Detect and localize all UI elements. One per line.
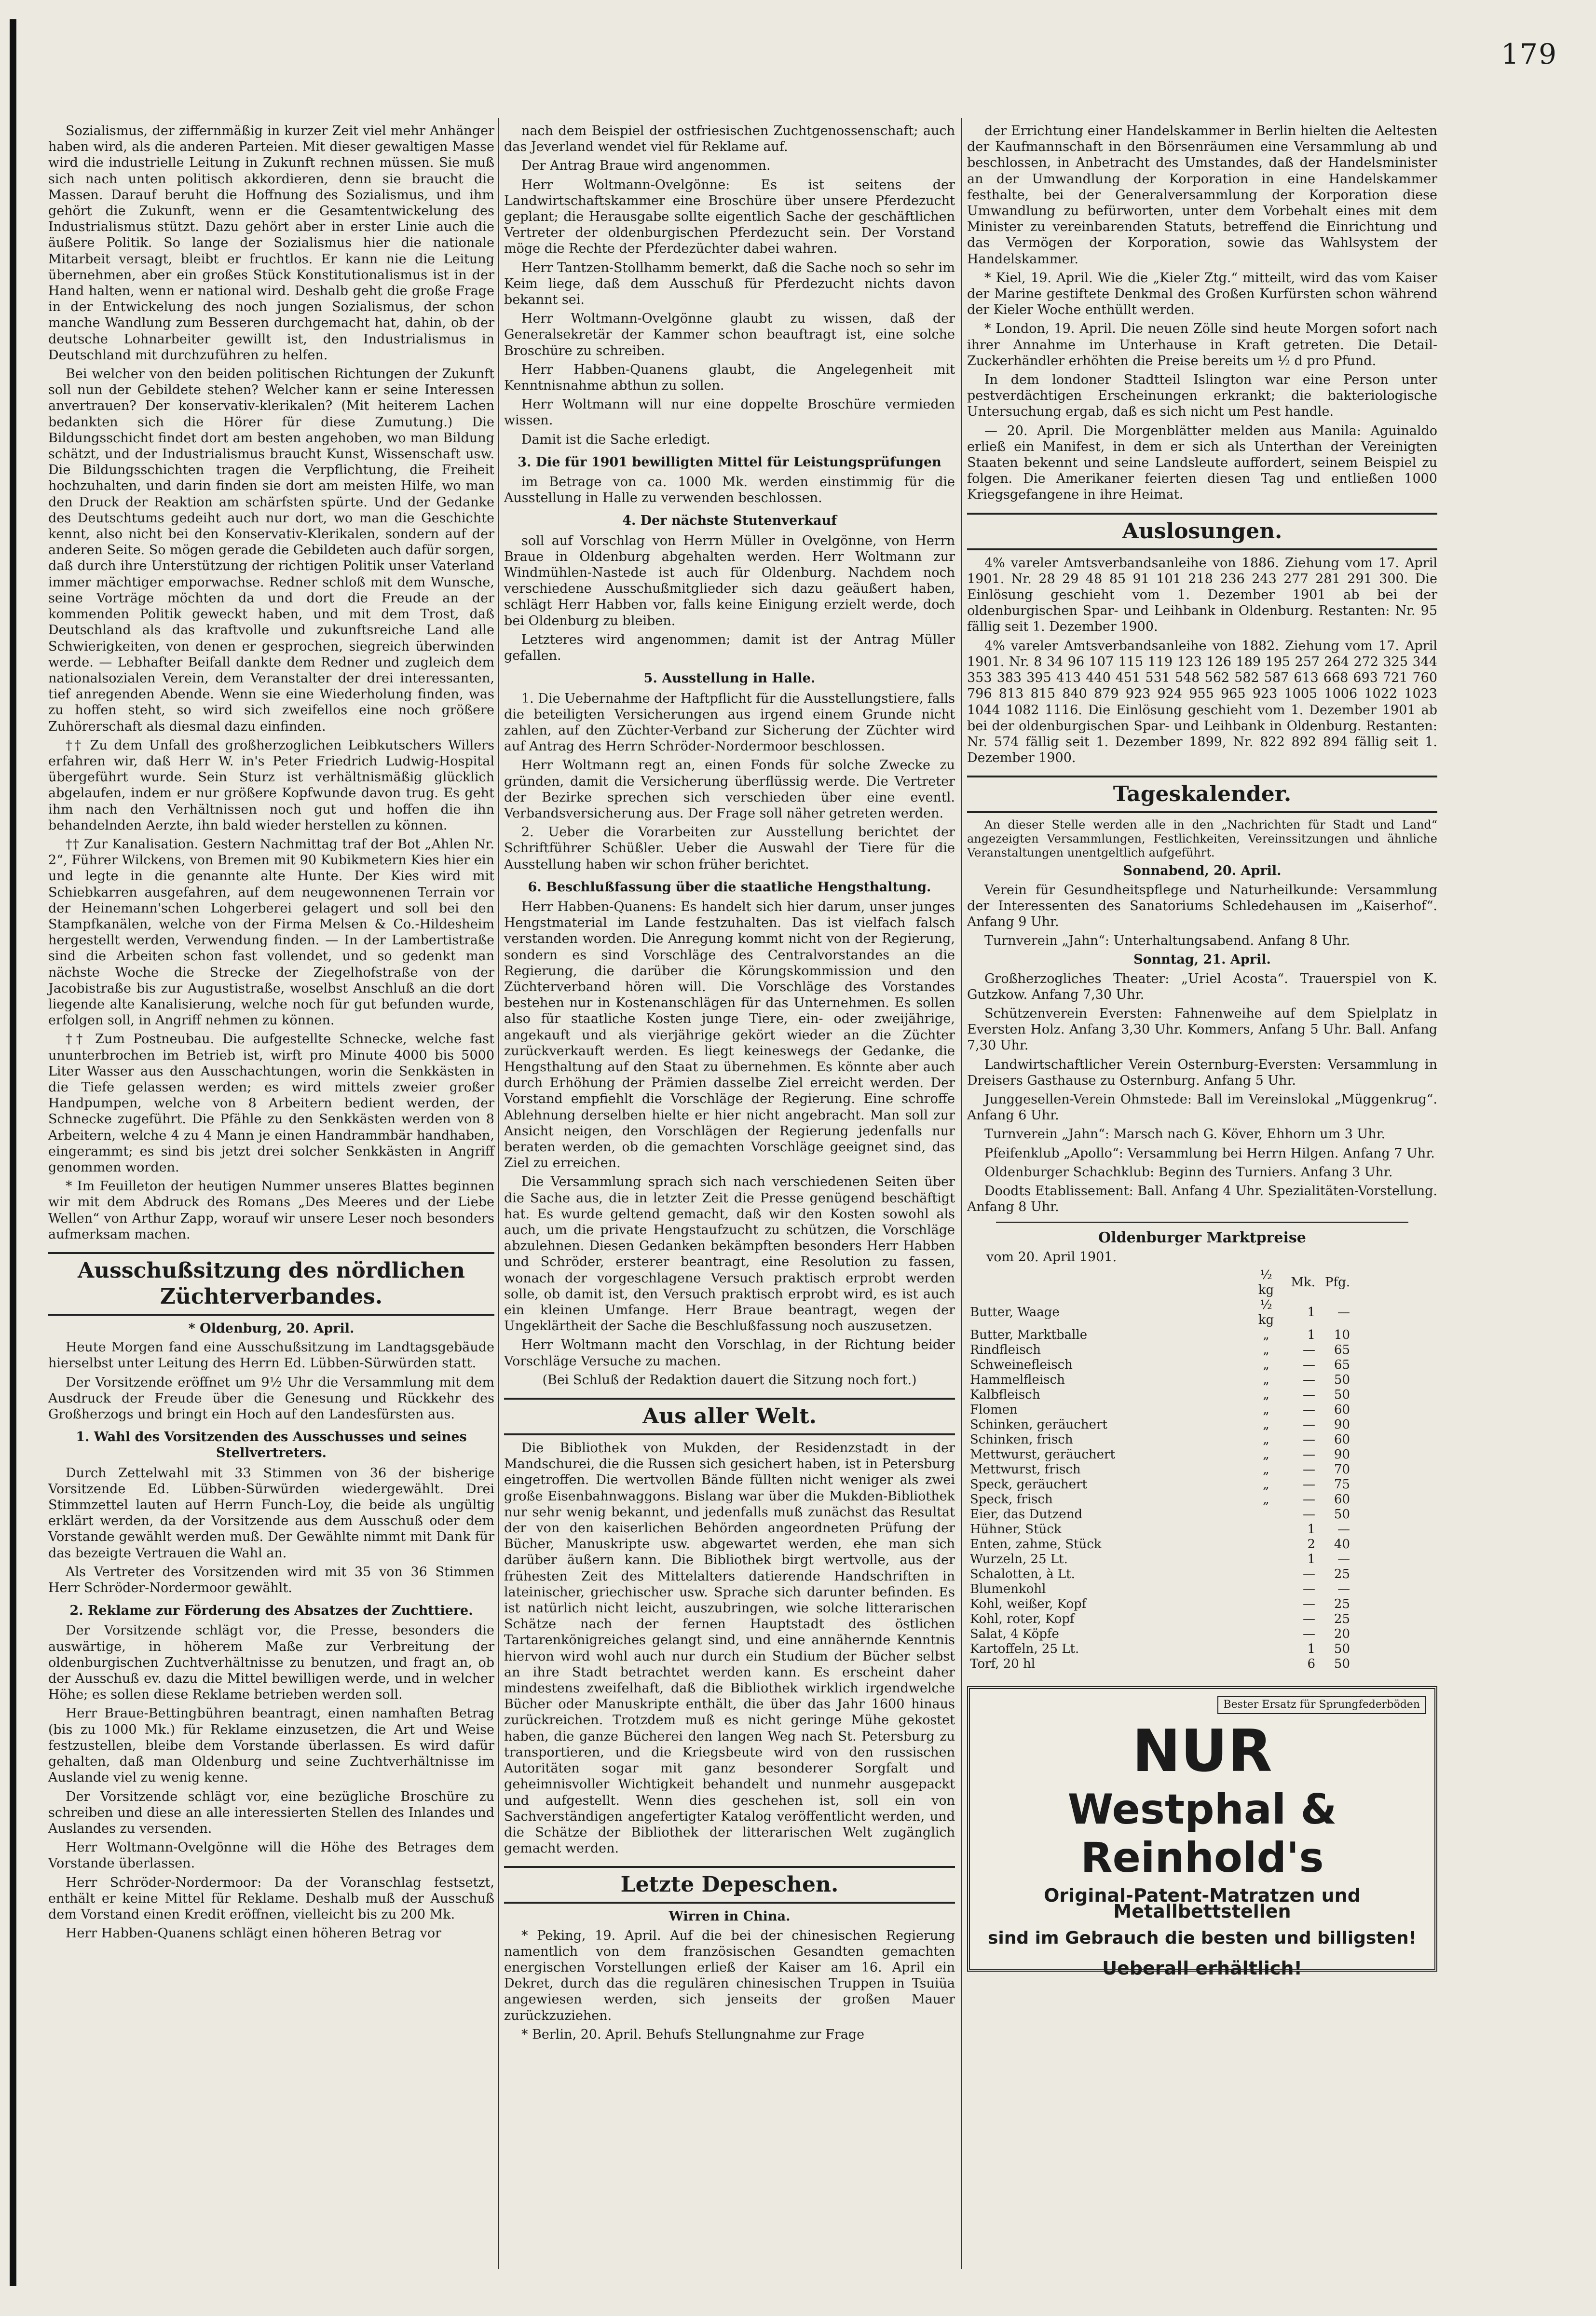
price-item: Torf, 20 hl bbox=[970, 1656, 1036, 1671]
price-item: Kalbfleisch bbox=[970, 1387, 1040, 1402]
calendar-day: Sonntag, 21. April. bbox=[1133, 952, 1271, 967]
article-paragraph: Die Versammlung sprach sich nach verschiedenen Seiten über die Sache aus, die in letzter Zeit die Presse genügend beschäftigt hat. Es wurde geltend gemacht, daß wir den Kosten sowohl als auch, um die private Hengstaufzucht zu schützen, die Vorschläge abzulehnen. Diesen Gedanken bekämpften besonders Herr Habben und Schröder, ersterer beantragt, eine Resolution zu fassen, wonach der vorgeschlagene Versuch praktisch erprobt werden solle, ob damit ist, den Versuch praktisch erprobt wird, es ist auch ein kleinen Umfange. Herr Braue beantragt, wegen der Ungeklärtheit der Sache die Beschlußfassung noch auszusetzen. bbox=[504, 1174, 955, 1334]
price-item: Eier, das Dutzend bbox=[970, 1507, 1083, 1522]
price-value: „ bbox=[1263, 1327, 1269, 1342]
price-value: „ bbox=[1263, 1372, 1269, 1387]
lottery-list: 4% vareler Amtsverbandsanleihe von 1882. Ziehung vom 17. April 1901. Nr. 8 34 96 107 115 119 123 126 189 195 257 264 272 325 344 353 383 395 413 440 451 531 548 562 582 587 613 668 693 721 760 796 813 815 840 879 923 924 955 965 923 1005 1006 1022 1023 1044 1082 1116. Die Einlösung geschieht vom 1. Dezember 1901 ab bei der oldenburgischen Spar- und Leihbank in Oldenburg. Restanten: Nr. 574 fällig seit 1. Dezember 1899, Nr. 822 892 894 fällig seit 1. Dezember 1900. bbox=[967, 638, 1437, 766]
price-value: 75 bbox=[1334, 1477, 1350, 1492]
section-heading: Ausschußsitzung des nördlichen Züchterverbandes. bbox=[48, 1252, 494, 1316]
market-prices-date: vom 20. April 1901. bbox=[986, 1249, 1117, 1265]
price-value: 40 bbox=[1334, 1537, 1350, 1552]
table-row bbox=[967, 1597, 1353, 1612]
price-value: 50 bbox=[1334, 1507, 1350, 1522]
price-item: Blumenkohl bbox=[970, 1581, 1046, 1596]
price-value: — bbox=[1303, 1596, 1315, 1611]
table-row bbox=[967, 1462, 1353, 1477]
article-paragraph: 1. Die Uebernahme der Haftpflicht für die Ausstellungstiere, falls die beteiligten Versicherungen aus irgend einem Grunde nicht zahlen, auf den Züchter-Verband zur Sicherung der Züchter wird auf Antrag des Herrn Schröder-Nordermoor beschlossen. bbox=[504, 691, 955, 754]
table-row bbox=[967, 1328, 1353, 1343]
ad-product: Original-Patent-Matratzen und Metallbettstellen bbox=[1044, 1884, 1361, 1922]
price-header-cell: Pfg. bbox=[1324, 1275, 1350, 1290]
article-paragraph: Der Antrag Braue wird angenommen. bbox=[521, 158, 771, 174]
price-item: Kartoffeln, 25 Lt. bbox=[970, 1641, 1079, 1656]
news-item: * Kiel, 19. April. Wie die „Kieler Ztg.“ mitteilt, wird das vom Kaiser der Marine gestiftete Denkmal des Großen Kurfürsten schon während der Kieler Woche enthüllt werden. bbox=[967, 270, 1437, 318]
calendar-entry: Turnverein „Jahn“: Marsch nach G. Köver, Ehhorn um 3 Uhr. bbox=[984, 1127, 1386, 1142]
subheading: Wirren in China. bbox=[668, 1909, 791, 1924]
article-paragraph: Herr Woltmann regt an, einen Fonds für solche Zwecke zu gründen, damit die Versicherung überflüssig werde. Die Vertreter der Bezirke sprechen sich verschieden über eine eventl. Verbandsversicherung aus. Der Frage soll näher getreten werden. bbox=[504, 758, 955, 821]
article-paragraph: Herr Braue-Bettingbühren beantragt, einen namhaften Betrag (bis zu 1000 Mk.) für Reklame einzusetzen, die Art und Weise festzustellen, bleibe dem Vorstande überlassen. Es wird dafür gehalten, daß man Oldenburg und seine Zuchtverhältnisse im Auslande viel zu wenig kenne. bbox=[48, 1706, 494, 1785]
article-paragraph: Herr Tantzen-Stollhamm bemerkt, daß die Sache noch so sehr im Keim liege, daß dem Ausschuß für Pferdezucht nichts davon bekannt sei. bbox=[504, 260, 955, 308]
price-value: — bbox=[1303, 1402, 1315, 1417]
article-paragraph: Der Vorsitzende eröffnet um 9½ Uhr die Versammlung mit dem Ausdruck der Freude über die Genesung und Rückkehr des Großherzogs und bringt ein Hoch auf den Landesfürsten aus. bbox=[48, 1375, 494, 1422]
price-item: Speck, frisch bbox=[970, 1492, 1053, 1507]
agenda-heading: 3. Die für 1901 bewilligten Mittel für Leistungsprüfungen bbox=[518, 454, 941, 470]
news-item: In dem londoner Stadtteil Islington war eine Person unter pestverdächtigen Erscheinungen erkrankt; die bakteriologische Untersuchung ergab, daß es sich nicht um Pest handle. bbox=[967, 372, 1437, 420]
price-value: — bbox=[1303, 1492, 1315, 1507]
column-3 bbox=[967, 123, 1437, 1979]
calendar-entry: Großherzogliches Theater: „Uriel Acosta“. Trauerspiel von K. Gutzkow. Anfang 7,30 Uhr. bbox=[967, 971, 1437, 1002]
price-value bbox=[1249, 1522, 1283, 1537]
page-edge bbox=[10, 19, 16, 2286]
price-value bbox=[1249, 1552, 1283, 1567]
section-heading: Letzte Depeschen. bbox=[504, 1866, 955, 1904]
news-item: * London, 19. April. Die neuen Zölle sind heute Morgen sofort nach ihrer Annahme im Unterhause in Kraft getreten. Die Detail-Zuckerhändler erhöhten die Preise bereits um ½ d pro Pfund. bbox=[967, 321, 1437, 368]
price-value: — bbox=[1303, 1611, 1315, 1626]
price-value bbox=[1249, 1612, 1283, 1627]
price-value: 90 bbox=[1334, 1417, 1350, 1432]
price-value: — bbox=[1303, 1357, 1315, 1372]
section-heading: Aus aller Welt. bbox=[504, 1398, 955, 1435]
table-row bbox=[967, 1388, 1353, 1403]
news-item: * Im Feuilleton der heutigen Nummer unseres Blattes beginnen wir mit dem Abdruck des Romans „Des Meeres und der Liebe Wellen“ von Arthur Zapp, worauf wir unsere Leser noch besonders aufmerksam machen. bbox=[48, 1179, 494, 1242]
price-value: 1 bbox=[1307, 1522, 1315, 1537]
calendar-entry: Landwirtschaftlicher Verein Osternburg-Eversten: Versammlung in Dreisers Gasthause zu Osternburg. Anfang 5 Uhr. bbox=[967, 1057, 1437, 1088]
article-paragraph: Sozialismus, der ziffernmäßig in kurzer Zeit viel mehr Anhänger haben wird, als die anderen Parteien. Mit dieser gewaltigen Masse wird die industrielle Leitung in Zukunft rechnen müssen. Sie muß sich nach unten politisch akkordieren, denn sie braucht die Massen. Darauf beruht die Hoffnung des Sozialismus, und ihm gehört die Zukunft, wenn er die Gesamtentwickelung des Industrialismus stützt. Dazu gehört aber in erster Linie auch die äußere Politik. So lange der Sozialismus hier die nationale Mitarbeit versagt, bleibt er fruchtlos. Er kann nie die Leitung übernehmen, aber ein großes Stück Konstitutionalismus ist in der Hand halten, wenn er national wird. Deshalb geht die große Frage in der Entwickelung des noch jungen Sozialismus, der schon manche Wandlung zum Besseren durchgemacht hat, dahin, ob der deutsche Lohnarbeiter gewillt ist, den Industrialismus in Deutschland mit durchzuführen zu helfen. bbox=[48, 123, 494, 363]
table-row bbox=[967, 1642, 1353, 1657]
price-item: Butter, Waage bbox=[970, 1305, 1060, 1320]
section-heading: Tageskalender. bbox=[967, 776, 1437, 813]
price-value: 1 bbox=[1307, 1641, 1315, 1656]
article-paragraph: Der Vorsitzende schlägt vor, die Presse, besonders die auswärtige, in höherem Maße zur Verbreitung der oldenburgischen Zuchtverhältnisse zu benutzen, und fragt an, ob der Ausschuß ev. dazu die Mittel bewilligen werde, und in welcher Höhe; es sollen diese Reklame betrieben werden soll. bbox=[48, 1623, 494, 1703]
article-paragraph: im Betrage von ca. 1000 Mk. werden einstimmig für die Ausstellung in Halle zu verwenden beschlossen. bbox=[504, 475, 955, 506]
article-paragraph: Herr Schröder-Nordermoor: Da der Voranschlag festsetzt, enthält er keine Mittel für Reklame. Deshalb muß der Ausschuß dem Vorstand einen Kredit eröffnen, vielleicht bis zu 200 Mk. bbox=[48, 1875, 494, 1922]
price-value: „ bbox=[1263, 1387, 1269, 1402]
article-paragraph: Bei welcher von den beiden politischen Richtungen der Zukunft soll nun der Gebildete stehen? Welcher kann er seine Interessen anvertrauen? Der konservativ-klerikalen? (Mit heiterem Lachen bedankten sich die Hörer für diese Zumutung.) Die Bildungsschicht findet dort am besten angehoben, wo man Bildung schätzt, und der Industrialismus braucht Kunst, Wissenschaft usw. Die Bildungsschichten tragen die Verpflichtung, die Freiheit hochzuhalten, und darin finden sie dort am meisten Hilfe, wo man den Druck der Reaktion am schärfsten spürte. Und der Gedanke des Deutschtums gedeiht auch nur dort, wo man die Geschichte kennt, also nicht bei den Konservativ-Klerikalen, sondern auf der anderen Seite. So mögen gerade die Gebildeten auch dafür sorgen, daß durch ihre Unterstützung der richtigen Politik unser Vaterland immer mächtiger emporwachse. Redner schloß mit dem Wunsche, seine Vorträge möchten da und dort die Freude an der kommenden Politik geweckt haben, und mit dem Trost, daß Deutschland als das kraftvolle und zukunftsreiche Land alle Schwierigkeiten, von denen er gesprochen, siegreich überwinden werde. — Lebhafter Beifall dankte dem Redner und zugleich dem nationalsozialen Verein, dem Veranstalter der drei interessanten, tief anregenden Abende. Wenn sie eine Wiederholung finden, was zu hoffen steht, so wird sich zweifellos eine noch größere Zuhörerschaft als diesmal dazu einfinden. bbox=[48, 367, 494, 734]
article-paragraph: Herr Woltmann-Ovelgönne will die Höhe des Betrages dem Vorstande überlassen. bbox=[48, 1840, 494, 1871]
article-paragraph: Herr Woltmann will nur eine doppelte Broschüre vermieden wissen. bbox=[504, 397, 955, 428]
price-item: Schinken, frisch bbox=[970, 1432, 1073, 1447]
price-value: „ bbox=[1263, 1417, 1269, 1432]
price-value bbox=[1249, 1597, 1283, 1612]
price-item: Mettwurst, frisch bbox=[970, 1462, 1081, 1477]
table-row bbox=[967, 1567, 1353, 1582]
table-row bbox=[967, 1373, 1353, 1388]
article-paragraph: der Errichtung einer Handelskammer in Berlin hielten die Aeltesten der Kaufmannschaft in den Börsenräumen eine Versammlung ab und beschlossen, in Anbetracht des Umstandes, daß der Handelsminister an der Umwandlung der Korporation in eine Handelskammer festhalte, bei der Generalversammlung der Korporation diese Umwandlung zu befürworten, unter dem Vorbehalt eines mit dem Minister zu vereinbarenden Statuts, betreffend die Einrichtung und das Vermögen der Korporation, sowie das Wahlsystem der Handelskammer. bbox=[967, 123, 1437, 267]
price-value: — bbox=[1303, 1342, 1315, 1357]
table-row bbox=[967, 1477, 1353, 1492]
calendar-entry: Junggesellen-Verein Ohmstede: Ball im Vereinslokal „Müggenkrug“. Anfang 6 Uhr. bbox=[967, 1091, 1437, 1123]
table-row bbox=[967, 1582, 1353, 1597]
table-row bbox=[967, 1492, 1353, 1507]
price-value: — bbox=[1303, 1432, 1315, 1447]
calendar-entry: Verein für Gesundheitspflege und Naturheilkunde: Versammlung der Interessenten des Sanatoriums Schledehausen im „Kaiserhof“. Anfang 9 Uhr. bbox=[967, 882, 1437, 929]
table-row bbox=[967, 1552, 1353, 1567]
price-value: — bbox=[1303, 1462, 1315, 1477]
table-row bbox=[967, 1447, 1353, 1462]
table-row bbox=[967, 1417, 1353, 1432]
news-item: †† Zum Postneubau. Die aufgestellte Schnecke, welche fast ununterbrochen im Betrieb ist, wirft pro Minute 4000 bis 5000 Liter Wasser aus den Ausschachtungen, worin die Senkkästen in die Tiefe gelassen werden; es wird mittels zweier großer Handpumpen, welche von 8 Arbeitern bedient werden, der Schnecke zugeführt. Die Pfähle zu den Senkkästen werden von 8 Arbeitern, welche 4 zu 4 Mann je einen Handrammbär handhaben, eingerammt; es sind bis jetzt drei solcher Senkkästen in Angriff genommen worden. bbox=[48, 1032, 494, 1175]
price-item: Kohl, weißer, Kopf bbox=[970, 1596, 1087, 1611]
article-paragraph: Herr Woltmann-Ovelgönne: Es ist seitens der Landwirtschaftskammer eine Broschüre über unsere Pferdezucht geplant; die Herausgabe sollte eigentlich Sache der geschäftlichen Vertreter der oldenburgischen Pferdezucht sein. Der Vorstand möge die Rechte der Pferdezüchter dabei wahren. bbox=[504, 177, 955, 257]
price-value: 60 bbox=[1334, 1492, 1350, 1507]
price-value: — bbox=[1337, 1305, 1350, 1320]
news-item: — 20. April. Die Morgenblätter melden aus Manila: Aguinaldo erließ ein Manifest, in dem er sich als Unterthan der Vereinigten Staaten bekennt und seine Landsleute auffordert, seinem Beispiel zu folgen. Die Amerikaner feierten diesen Tag und entließen 1000 Kriegsgefangene in ihre Heimat. bbox=[967, 423, 1437, 503]
table-row bbox=[967, 1358, 1353, 1373]
price-value: „ bbox=[1263, 1402, 1269, 1417]
table-row bbox=[967, 1432, 1353, 1447]
ad-brand: Westphal & Reinhold's bbox=[1067, 1785, 1337, 1882]
calendar-entry: Schützenverein Eversten: Fahnenweihe auf dem Spielplatz in Eversten Holz. Anfang 3,30 Uhr. Kommers, Anfang 5 Uhr. Ball. Anfang 7,30 Uhr. bbox=[967, 1006, 1437, 1053]
price-item: Schweinefleisch bbox=[970, 1357, 1073, 1372]
price-value bbox=[1249, 1537, 1283, 1552]
article-paragraph: Der Vorsitzende schlägt vor, eine bezügliche Broschüre zu schreiben und diese an alle interessierten Stellen des Inlandes und Auslandes zu versenden. bbox=[48, 1789, 494, 1836]
calendar-entry: Turnverein „Jahn“: Unterhaltungsabend. Anfang 8 Uhr. bbox=[984, 933, 1350, 949]
divider bbox=[996, 1222, 1408, 1223]
price-value: „ bbox=[1263, 1462, 1269, 1477]
agenda-heading: 5. Ausstellung in Halle. bbox=[643, 671, 816, 686]
column-rule bbox=[961, 118, 962, 2269]
price-value: — bbox=[1303, 1447, 1315, 1462]
price-header-row bbox=[967, 1268, 1353, 1298]
table-row bbox=[967, 1537, 1353, 1552]
price-value: — bbox=[1337, 1552, 1350, 1567]
price-value: 90 bbox=[1334, 1447, 1350, 1462]
table-row bbox=[967, 1657, 1353, 1672]
agenda-heading: 1. Wahl des Vorsitzenden des Ausschusses und seines Stellvertreters. bbox=[76, 1430, 467, 1461]
price-value bbox=[1249, 1582, 1283, 1597]
advertisement bbox=[967, 1686, 1437, 1979]
price-item: Schalotten, à Lt. bbox=[970, 1567, 1075, 1581]
lottery-list: 4% vareler Amtsverbandsanleihe von 1886. Ziehung vom 17. April 1901. Nr. 28 29 48 85 91 101 218 236 243 277 281 291 300. Die Einlösung geschieht vom 1. Dezember 1901 ab bei der oldenburgischen Spar- und Leihbank in Oldenburg. Restanten: Nr. 95 fällig seit 1. Dezember 1900. bbox=[967, 555, 1437, 635]
article-paragraph: nach dem Beispiel der ostfriesischen Zuchtgenossenschaft; auch das Jeverland wendet viel für Reklame auf. bbox=[504, 123, 955, 155]
price-value: — bbox=[1303, 1581, 1315, 1596]
price-value: „ bbox=[1263, 1357, 1269, 1372]
price-value: 70 bbox=[1334, 1462, 1350, 1477]
article-paragraph: * Peking, 19. April. Auf die bei der chinesischen Regierung namentlich von dem französischen Gesandten gemachten energischen Vorstellungen erließ der Kaiser am 16. April ein Dekret, durch das die regulären chinesischen Truppen in Tsuiüa angewiesen werden, sich jenseits der großen Mauer zurückzuziehen. bbox=[504, 1928, 955, 2023]
article-paragraph: Herr Habben-Quanens: Es handelt sich hier darum, unser junges Hengstmaterial im Lande festzuhalten. Das ist vielfach falsch verstanden worden. Die Anregung kommt nicht von der Regierung, sondern es sind Vorschläge des Centralvorstandes an die Regierung, die darüber die Körungskommission und den Züchterverband hören will. Die Vorschläge des Vorstandes bestehen nur in Kostenanschlägen für das Unternehmen. Es sollen also für staatliche Kosten junge Tiere, ein- oder zweijährige, angekauft und als vierjährige gekört wieder an die Züchter zurückverkauft werden. Es liegt keineswegs der Gedanke, die Hengsthaltung auf den Staat zu übernehmen. Es könnte aber auch durch Erhöhung der Prämien dasselbe Ziel erreicht werden. Der Vorstand empfiehlt die Vorschläge der Regierung. Eine schroffe Ablehnung derselben hielte er hier nicht angebracht. Man soll zur Ansicht neigen, den Vorschlägen der Regierung jedenfalls nur beraten werden, ob die gemachten Vorschläge geeignet sind, das Ziel zu erreichen. bbox=[504, 899, 955, 1171]
price-header-cell bbox=[967, 1268, 1249, 1298]
news-item: †† Zu dem Unfall des großherzoglichen Leibkutschers Willers erfahren wir, daß Herr W. in's Peter Friedrich Ludwig-Hospital übergeführt wurde. Sein Sturz ist verhältnismäßig glücklich abgelaufen, indem er nur größere Kopfwunde davon trug. Es geht ihm nach den Verhältnissen noch gut und hoffen die ihn behandelnden Aerzte, ihn bald wieder herstellen zu können. bbox=[48, 737, 494, 833]
price-value bbox=[1249, 1627, 1283, 1642]
price-value: „ bbox=[1263, 1447, 1269, 1462]
price-value: 1 bbox=[1307, 1305, 1315, 1320]
price-value: — bbox=[1303, 1387, 1315, 1402]
article-paragraph: Durch Zettelwahl mit 33 Stimmen von 36 der bisherige Vorsitzende Ed. Lübben-Sürwürden wiedergewählt. Drei Stimmzettel lauten auf Herrn Funch-Loy, die beide als ungültig erklärt werden, da der Vorsitzende aus dem Ausschuß oder dem Vorstande gewählt werden muß. Der Gewählte nimmt mit Dank für das bezeigte Vertrauen die Wahl an. bbox=[48, 1465, 494, 1561]
table-row bbox=[967, 1627, 1353, 1642]
price-value: ½ kg bbox=[1258, 1297, 1274, 1327]
market-prices-table bbox=[967, 1268, 1353, 1672]
price-value: — bbox=[1303, 1626, 1315, 1641]
price-item: Enten, zahme, Stück bbox=[970, 1537, 1102, 1552]
table-row bbox=[967, 1343, 1353, 1358]
article-paragraph: Als Vertreter des Vorsitzenden wird mit 35 von 36 Stimmen Herr Schröder-Nordermoor gewählt. bbox=[48, 1564, 494, 1596]
price-value: „ bbox=[1263, 1492, 1269, 1507]
price-header-cell: ½ kg bbox=[1258, 1267, 1274, 1297]
market-prices-title: Oldenburger Marktpreise bbox=[1098, 1229, 1306, 1247]
price-value: 50 bbox=[1334, 1641, 1350, 1656]
price-value bbox=[1249, 1642, 1283, 1657]
price-value: 65 bbox=[1334, 1357, 1350, 1372]
section-heading: Auslosungen. bbox=[967, 513, 1437, 550]
price-value: 50 bbox=[1334, 1387, 1350, 1402]
table-row bbox=[967, 1298, 1353, 1328]
price-value: 25 bbox=[1334, 1596, 1350, 1611]
price-item: Salat, 4 Köpfe bbox=[970, 1626, 1059, 1641]
ad-claim: sind im Gebrauch die besten und billigsten! bbox=[987, 1928, 1417, 1948]
agenda-heading: 2. Reklame zur Förderung des Absatzes der Zuchttiere. bbox=[69, 1603, 473, 1619]
article-paragraph: Herr Habben-Quanens schlägt einen höheren Betrag vor bbox=[66, 1926, 442, 1941]
article-paragraph: 2. Ueber die Vorarbeiten zur Ausstellung berichtet der Schriftführer Schüßler. Ueber die Auswahl der Tiere für die Ausstellung haben wir schon früher berichtet. bbox=[504, 825, 955, 872]
calendar-entry: Oldenburger Schachklub: Beginn des Turniers. Anfang 3 Uhr. bbox=[984, 1164, 1393, 1180]
article-paragraph: Die Bibliothek von Mukden, der Residenzstadt in der Mandschurei, die die Russen sich gesichert haben, ist in Petersburg eingetroffen. Die wertvollen Bände füllten nicht weniger als zwei große Eisenbahnwaggons. Bislang war über die Mukden-Bibliothek nur sehr wenig bekannt, und jedenfalls muß zunächst das Resultat der von den kaiserlichen Behörden angeordneten Prüfung der Bücher, Manuskripte usw. abgewartet werden, ehe man sich darüber äußern kann. Die Bibliothek birgt wertvolle, aus der frühesten Zeit des Mittelalters datierende Handschriften in lateinischer, griechischer usw. Sprache sich darunter befinden. Es ist natürlich nicht leicht, auszubringen, wie solche litterarischen Schätze nach der fernen Hauptstadt des östlichen Tartarenkönigreiches gelangt sind, und eine annähernde Kenntnis hiervon wird wohl auch nur durch ein Studium der Bücher selbst an ihre Stadt betrachtet werden kann. Es erscheint daher mindestens zweifelhaft, daß die Bibliothek wirklich irgendwelche Bücher oder Manuskripte enthält, die über das Jahr 1600 hinaus zurückreichen. Trotzdem muß es nicht geringe Mühe gekostet haben, die ganze Bücherei den langen Weg nach St. Petersburg zu transportieren, und die Kriegsbeute wird von den russischen Autoritäten sogar mit ganz besonderer Sorgfalt und geheimnisvoller Wichtigkeit behandelt und nunmehr ausgepackt und aufgestellt. Wenn dies geschehen ist, soll ein von Sachverständigen angefertigter Katalog veröffentlicht werden, und die Schätze der Bibliothek der litterarischen Welt zugänglich gemacht werden. bbox=[504, 1441, 955, 1856]
price-item: Rindfleisch bbox=[970, 1342, 1041, 1357]
calendar-entry: Doodts Etablissement: Ball. Anfang 4 Uhr. Spezialitäten-Vorstellung. Anfang 8 Uhr. bbox=[967, 1183, 1437, 1215]
price-value: 2 bbox=[1307, 1537, 1315, 1552]
calendar-intro: An dieser Stelle werden alle in den „Nachrichten für Stadt und Land“ angezeigten Versammlungen, Festlichkeiten, Vereinssitzungen und ähnliche Veranstaltungen unentgeltlich aufgeführt. bbox=[967, 818, 1437, 860]
price-value: — bbox=[1337, 1522, 1350, 1537]
price-value: „ bbox=[1263, 1342, 1269, 1357]
price-value: 20 bbox=[1334, 1626, 1350, 1641]
price-value: 60 bbox=[1334, 1432, 1350, 1447]
price-header-cell: Mk. bbox=[1291, 1275, 1315, 1290]
price-item: Butter, Marktballe bbox=[970, 1327, 1088, 1342]
calendar-entry: Pfeifenklub „Apollo“: Versammlung bei Herrn Hilgen. Anfang 7 Uhr. bbox=[984, 1145, 1435, 1161]
price-value: — bbox=[1303, 1567, 1315, 1581]
article-paragraph: * Berlin, 20. April. Behufs Stellungnahme zur Frage bbox=[521, 2027, 865, 2042]
price-value: 1 bbox=[1307, 1552, 1315, 1567]
price-value: 6 bbox=[1307, 1656, 1315, 1671]
price-item: Speck, geräuchert bbox=[970, 1477, 1087, 1492]
price-value: „ bbox=[1263, 1432, 1269, 1447]
article-paragraph: Herr Habben-Quanens glaubt, die Angelegenheit mit Kenntnisnahme abthun zu sollen. bbox=[504, 362, 955, 394]
price-value: „ bbox=[1263, 1477, 1269, 1492]
table-row bbox=[967, 1612, 1353, 1627]
ad-badge: Bester Ersatz für Sprungfederböden bbox=[1217, 1696, 1426, 1714]
table-row bbox=[967, 1403, 1353, 1417]
price-value: 50 bbox=[1334, 1372, 1350, 1387]
price-value: — bbox=[1303, 1507, 1315, 1522]
article-paragraph: Herr Woltmann macht den Vorschlag, in der Richtung beider Vorschläge Versuche zu machen. bbox=[504, 1337, 955, 1369]
calendar-day: Sonnabend, 20. April. bbox=[1123, 863, 1282, 879]
price-value bbox=[1249, 1567, 1283, 1582]
price-value: 10 bbox=[1334, 1327, 1350, 1342]
table-row bbox=[967, 1522, 1353, 1537]
page-number: 179 bbox=[1501, 38, 1557, 70]
price-item: Mettwurst, geräuchert bbox=[970, 1447, 1115, 1462]
article-paragraph: Heute Morgen fand eine Ausschußsitzung im Landtagsgebäude hierselbst unter Leitung des Herrn Ed. Lübben-Sürwürden statt. bbox=[48, 1340, 494, 1371]
price-value bbox=[1249, 1657, 1283, 1672]
price-value: 1 bbox=[1307, 1327, 1315, 1342]
price-value bbox=[1249, 1507, 1283, 1522]
article-paragraph: Damit ist die Sache erledigt. bbox=[521, 432, 710, 447]
agenda-heading: 4. Der nächste Stutenverkauf bbox=[622, 513, 837, 529]
table-row bbox=[967, 1507, 1353, 1522]
price-item: Wurzeln, 25 Lt. bbox=[970, 1552, 1068, 1567]
column-1 bbox=[48, 123, 494, 1944]
agenda-heading: 6. Beschlußfassung über die staatliche Hengsthaltung. bbox=[528, 879, 931, 895]
article-paragraph: soll auf Vorschlag von Herrn Müller in Ovelgönne, von Herrn Braue in Oldenburg abgehalten werden. Herr Woltmann zur Windmühlen-Nastede ist auch für Oldenburg. Nachdem noch verschiedene Ausschußmitglieder sich dazu geäußert haben, schlägt Herr Habben vor, falls keine Einigung erzielt werde, doch bei Oldenburg zu bleiben. bbox=[504, 533, 955, 628]
ad-availability: Ueberall erhältlich! bbox=[1102, 1958, 1302, 1979]
price-item: Schinken, geräuchert bbox=[970, 1417, 1107, 1432]
article-paragraph: Letzteres wird angenommen; damit ist der Antrag Müller gefallen. bbox=[504, 632, 955, 664]
article-paragraph: Herr Woltmann-Ovelgönne glaubt zu wissen, daß der Generalsekretär der Kammer schon beauftragt ist, eine solche Broschüre zu schreiben. bbox=[504, 311, 955, 358]
price-value: 65 bbox=[1334, 1342, 1350, 1357]
ad-nur: NUR bbox=[1132, 1717, 1272, 1785]
column-2 bbox=[504, 123, 955, 2045]
price-value: — bbox=[1337, 1581, 1350, 1596]
price-value: — bbox=[1303, 1477, 1315, 1492]
price-value: 25 bbox=[1334, 1567, 1350, 1581]
price-value: — bbox=[1303, 1372, 1315, 1387]
price-value: 25 bbox=[1334, 1611, 1350, 1626]
column-rule bbox=[498, 118, 499, 2269]
dateline: * Oldenburg, 20. April. bbox=[188, 1321, 355, 1336]
news-item: †† Zur Kanalisation. Gestern Nachmittag traf der Bot „Ahlen Nr. 2“, Führer Wilckens, von Bremen mit 90 Kubikmetern Kies hier ein und legte in die genannte alte Hunte. Der Kies wird mit Schiebkarren ausgefahren, auf dem neugewonnenen Terrain vor der Heinemann'schen Lohgerberei gelagert und soll bei den Stampfkanälen, welche von der Firma Melsen & Co.-Hildesheim hergestellt werden, Verwendung finden. — In der Lambertistraße sind die Arbeiten schon fast vollendet, und so gedenkt man nächste Woche die Strecke der Ziegelhofstraße von der Jacobistraße bis zur Augustistraße, woselbst Anschluß an die dort liegende alte Kanalisierung, welche noch für gut befunden wurde, erfolgen soll, in Angriff nehmen zu können. bbox=[48, 836, 494, 1028]
article-paragraph: (Bei Schluß der Redaktion dauert die Sitzung noch fort.) bbox=[542, 1372, 917, 1388]
price-value: — bbox=[1303, 1417, 1315, 1432]
price-value: 50 bbox=[1334, 1656, 1350, 1671]
price-item: Kohl, roter, Kopf bbox=[970, 1611, 1075, 1626]
price-value: 60 bbox=[1334, 1402, 1350, 1417]
price-item: Hühner, Stück bbox=[970, 1522, 1062, 1537]
price-item: Hammelfleisch bbox=[970, 1372, 1065, 1387]
price-item: Flomen bbox=[970, 1402, 1018, 1417]
